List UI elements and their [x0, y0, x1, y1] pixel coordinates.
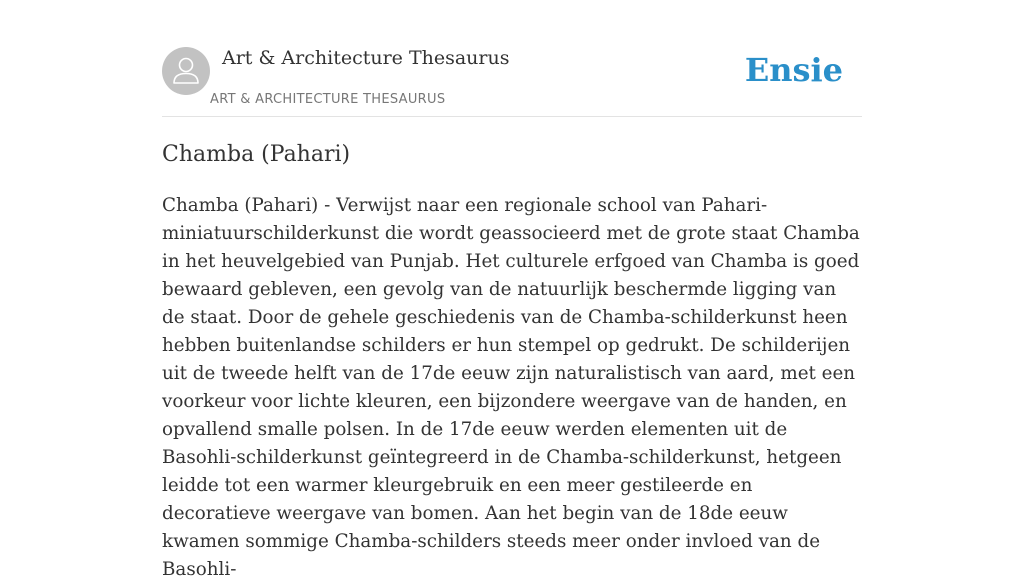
author-avatar[interactable] [162, 47, 210, 95]
article-body: Chamba (Pahari) - Verwijst naar een regionale school van Pahari-miniatuurschilderkunst die wordt geassocieerd met de grote staat Chamba in het heuvelgebied van Punjab. Het culturele erfgoed van Chamba is goed bewaard gebleven, een gevolg van de natuurlijk beschermde ligging van de staat. Door de gehele geschiedenis van de Chamba-schilderkunst heen hebben buitenlandse schilders er hun stempel op gedrukt. De schilderijen uit de tweede helft van de 17de eeuw zijn naturalistisch van aard, met een voorkeur voor lichte kleuren, een bijzondere weergave van de handen, en opvallend smalle polsen. In de 17de eeuw werden elementen uit de Basohli-schilderkunst geïntegreerd in de Chamba-schilderkunst, hetgeen leidde tot een warmer kleurgebruik en een meer gestileerde en decoratieve weergave van bomen. Aan het begin van de 18de eeuw kwamen sommige Chamba-schilders steeds meer onder invloed van de Basohli- [162, 195, 860, 580]
user-silhouette-icon [162, 47, 210, 95]
article-header [162, 46, 862, 117]
author-name[interactable]: Art & Architecture Thesaurus [222, 47, 510, 69]
brand-logo[interactable]: Ensie [744, 51, 843, 89]
article-title: Chamba (Pahari) [162, 142, 351, 167]
author-subtitle[interactable]: ART & ARCHITECTURE THESAURUS [210, 92, 446, 107]
